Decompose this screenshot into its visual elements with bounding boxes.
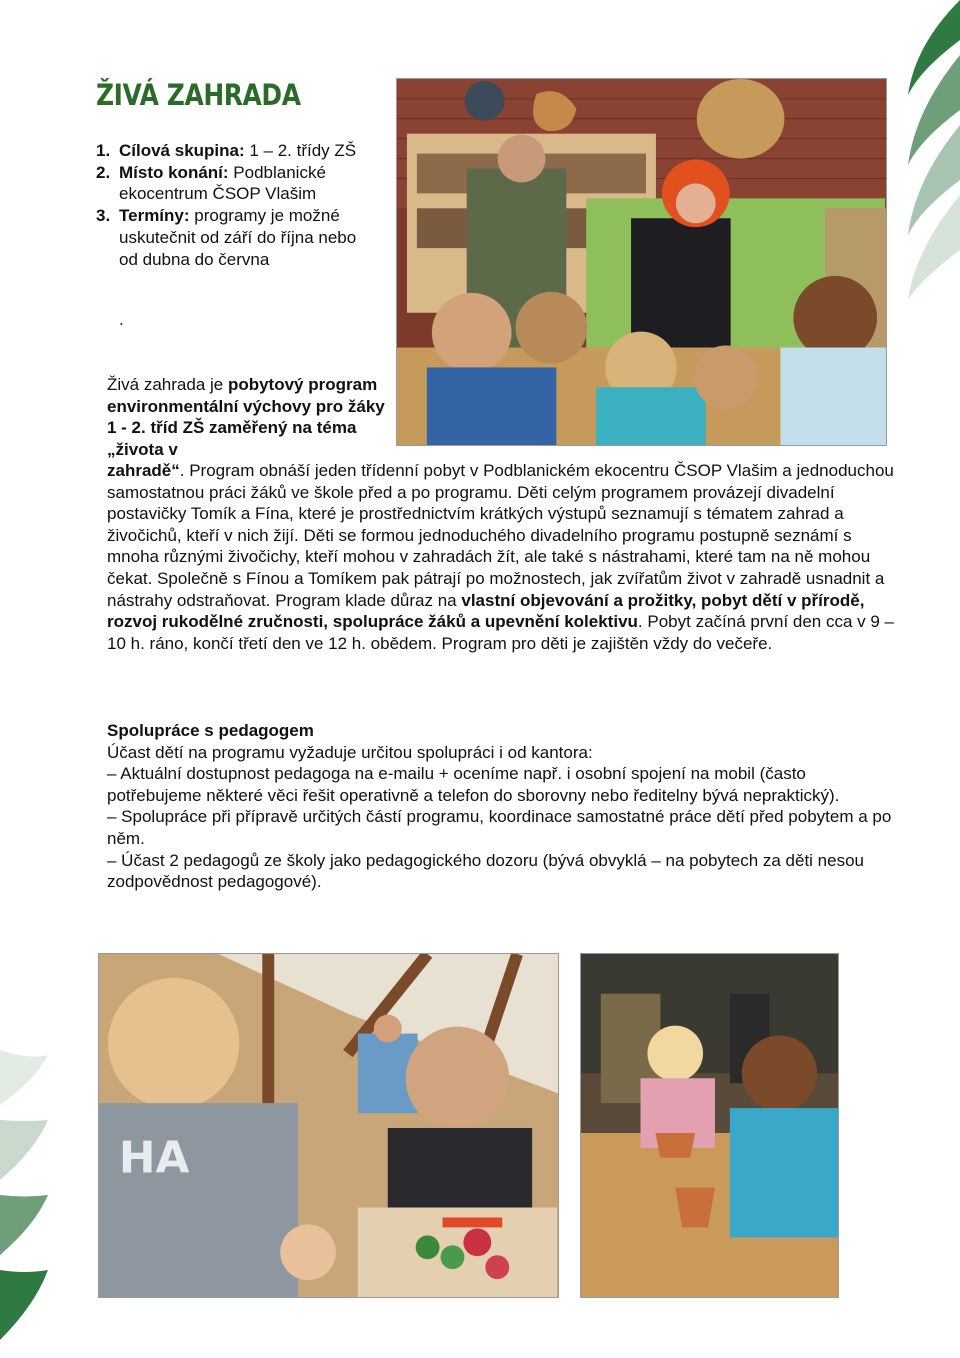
photo-puppet-theatre-image — [397, 79, 886, 445]
info-label: Cílová skupina: — [119, 141, 245, 160]
info-item-dates: 3. Termíny: programy je možné uskutečnit od září do října nebo od dubna do června — [96, 206, 357, 269]
leaf-decoration-bottom-left — [0, 1050, 55, 1358]
shirt-print: HA — [118, 1132, 190, 1184]
cooperation-item: – Účast 2 pedagogů ze školy jako pedagogického dozoru (bývá obvyklá – na pobytech za děti nesou zodpovědnost pedagogové). — [107, 850, 864, 892]
photo-children-crafts-image — [581, 954, 838, 1297]
intro-lead: Živá zahrada je pobytový program environmentální výchovy pro žáky 1 - 2. tříd ZŠ zaměřený na téma „života v — [107, 375, 385, 459]
cooperation-intro: Účast dětí na programu vyžaduje určitou spolupráci i od kantora: — [107, 742, 593, 762]
cooperation-item: – Aktuální dostupnost pedagoga na e-mailu + oceníme např. i osobní spojení na mobil (často potřebujeme některé věci řešit operativně a telefon do sborovny nebo ředitelny bývá nepraktický). — [107, 764, 840, 805]
info-item-venue: 2. Místo konání: Podblanické ekocentrum ČSOP Vlašim — [96, 162, 326, 204]
info-value: Podblanické ekocentrum ČSOP Vlašim — [119, 162, 326, 204]
photo-children-cooking-image — [99, 954, 558, 1297]
photo-children-crafts — [580, 953, 839, 1298]
info-item-target-group: 1. Cílová skupina: 1 – 2. třídy ZŠ — [96, 141, 357, 160]
info-label: Místo konání: — [119, 162, 229, 182]
program-emphasis: vlastní objevování a prožitky, pobyt dětí v přírodě, rozvoj rukodělné zručnosti, spolupráce žáků a upevnění kolektivu — [107, 590, 865, 632]
page-title: ŽIVÁ ZAHRADA — [96, 78, 301, 112]
photo-puppet-theatre — [396, 78, 887, 446]
intro-bold-lead: pobytový program environmentální výchovy pro žáky 1 - 2. tříd ZŠ zaměřený na téma „života v — [107, 375, 385, 459]
info-value: 1 – 2. třídy ZŠ — [244, 141, 357, 160]
program-description: zahradě“. Program obnáší jeden třídenní pobyt v Podblanickém ekocentru ČSOP Vlašim a jednoduchou samostatnou práci žáků ve škole před a po programu. Děti celým programem provázejí divadelní postavičky Tomík a Fína, které je prostřednictvím krátkých výstupů seznamují s tématem zahrad a živočichů, kteří v nich žijí. Děti se formou jednoduchého divadelního programu postupně seznámí s mnoha různými živočichy, kteří mohou v zahradách žít, ale také s nástrahami, které tam na ně mohou čekat. Společně s Fínou a Tomíkem pak pátrají po možnostech, jak zvířatům život v zahradě usnadnit a nástrahy odstraňovat. Program klade důraz na vlastní objevování a prožitky, pobyt dětí v přírodě, rozvoj rukodělné zručnosti, spolupráce žáků a upevnění kolektivu. Pobyt začíná první den cca v 9 – 10 h. ráno, končí třetí den ve 12 h. obědem. Program pro děti je zajištěn vždy do večeře. — [107, 461, 895, 653]
leaf-decoration-top-right — [900, 0, 960, 300]
photo-children-cooking — [98, 953, 559, 1298]
info-label: Termíny: — [119, 206, 190, 226]
info-value: programy je možné uskutečnit od září do října nebo od dubna do června — [119, 206, 357, 269]
cooperation-item: – Spolupráce při přípravě určitých částí programu, koordinace samostatné práce dětí před pobytem a po něm. — [107, 807, 892, 848]
cooperation-section — [107, 720, 897, 893]
info-list — [96, 140, 376, 270]
cooperation-heading: Spolupráce s pedagogem — [107, 721, 314, 740]
intro-bold-zahrade: zahradě“ — [107, 461, 180, 480]
stray-dot: . — [119, 310, 124, 329]
